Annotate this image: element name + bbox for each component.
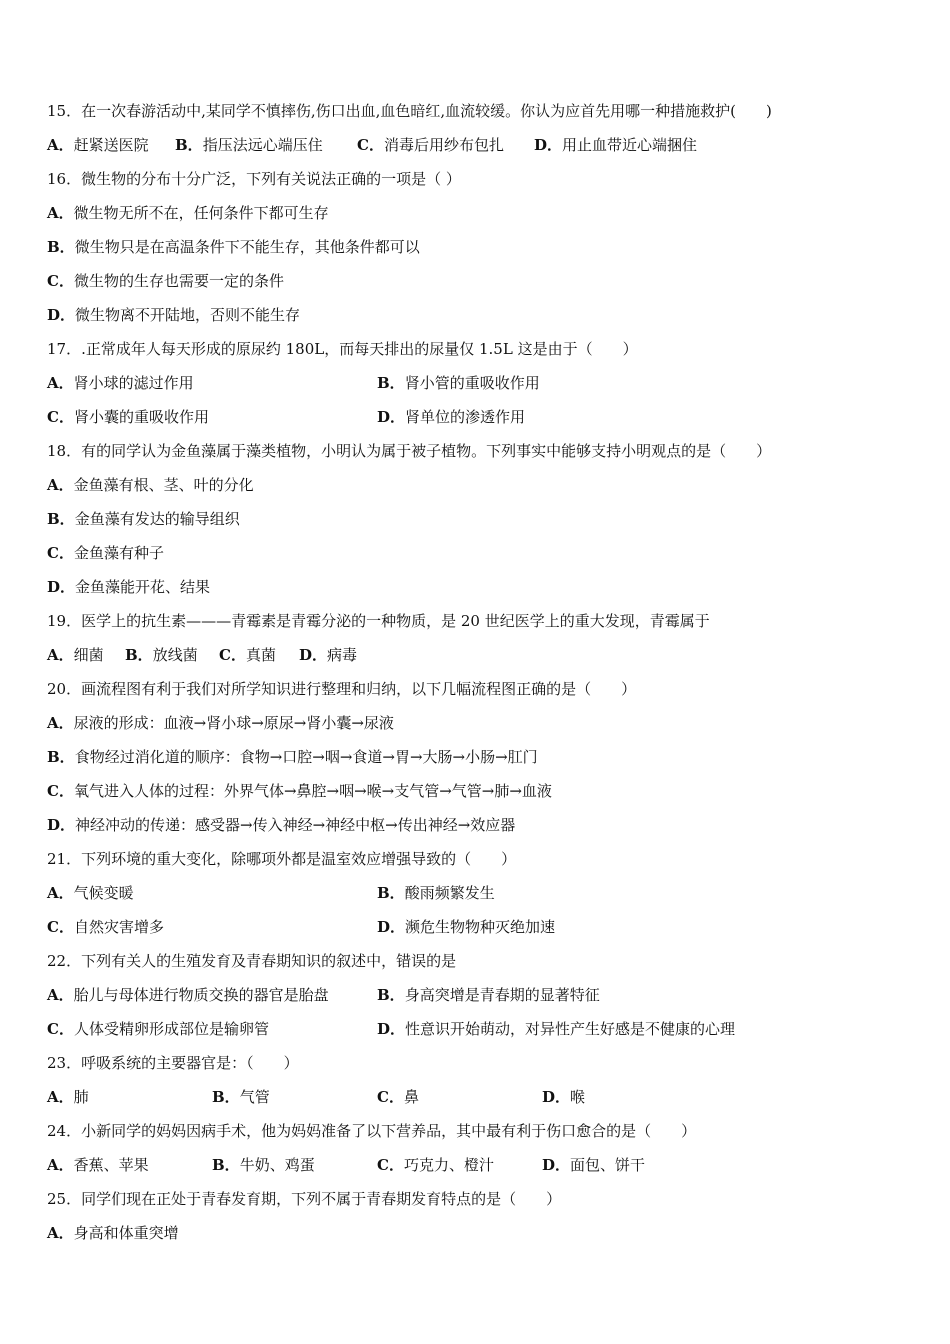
question-20-option-d: D．神经冲动的传递：感受器→传入神经→神经中枢→传出神经→效应器 (47, 816, 516, 834)
question-16-option-b: B．微生物只是在高温条件下不能生存，其他条件都可以 (47, 238, 420, 256)
question-25-option-a: A．身高和体重突增 (47, 1224, 179, 1242)
question-18-option-a: A．金鱼藻有根、茎、叶的分化 (47, 476, 254, 494)
question-16-option-a: A．微生物无所不在，任何条件下都可生存 (47, 204, 329, 222)
option-b: B．放线菌 (125, 646, 198, 664)
option-c: C．自然灾害增多 (47, 918, 164, 936)
question-20-stem: 20．画流程图有利于我们对所学知识进行整理和归纳，以下几幅流程图正确的是（ ） (47, 680, 637, 698)
option-d: D．用止血带近心端捆住 (534, 136, 698, 154)
option-c: C．真菌 (219, 646, 276, 664)
option-c: C．肾小囊的重吸收作用 (47, 408, 209, 426)
question-18-option-b: B．金鱼藻有发达的输导组织 (47, 510, 240, 528)
option-a: A．肾小球的滤过作用 (47, 374, 194, 392)
question-20-option-c: C．氧气进入人体的过程：外界气体→鼻腔→咽→喉→支气管→气管→肺→血液 (47, 782, 552, 800)
option-c: C．人体受精卵形成部位是输卵管 (47, 1020, 269, 1038)
question-19-stem: 19．医学上的抗生素———青霉素是青霉分泌的一种物质，是 20 世纪医学上的重大发现，青霉属于 (47, 612, 710, 630)
question-15-stem: 15．在一次春游活动中,某同学不慎摔伤,伤口出血,血色暗红,血流较缓。你认为应首先用哪一种措施救护( ) (47, 102, 772, 120)
question-21-stem: 21．下列环境的重大变化，除哪项外都是温室效应增强导致的（ ） (47, 850, 517, 868)
option-a: A．胎儿与母体进行物质交换的器官是胎盘 (47, 986, 329, 1004)
option-a: A．香蕉、苹果 (47, 1156, 149, 1174)
question-22-stem: 22．下列有关人的生殖发育及青春期知识的叙述中，错误的是 (47, 952, 457, 970)
option-d: D．喉 (542, 1088, 586, 1106)
question-24-stem: 24．小新同学的妈妈因病手术，他为妈妈准备了以下营养品，其中最有利于伤口愈合的是（ ） (47, 1122, 697, 1140)
option-d: D．肾单位的渗透作用 (377, 408, 526, 426)
option-c: C．消毒后用纱布包扎 (357, 136, 504, 154)
question-20-option-b: B．食物经过消化道的顺序：食物→口腔→咽→食道→胃→大肠→小肠→肛门 (47, 748, 538, 766)
option-a: A．细菌 (47, 646, 104, 664)
option-a: A．肺 (47, 1088, 89, 1106)
question-16-option-d: D．微生物离不开陆地，否则不能生存 (47, 306, 301, 324)
option-a: A．气候变暖 (47, 884, 134, 902)
question-16-option-c: C．微生物的生存也需要一定的条件 (47, 272, 284, 290)
option-b: B．指压法远心端压住 (175, 136, 323, 154)
question-18-option-c: C．金鱼藻有种子 (47, 544, 164, 562)
question-20-option-a: A．尿液的形成：血液→肾小球→原尿→肾小囊→尿液 (47, 714, 394, 732)
option-c: C．巧克力、橙汁 (377, 1156, 494, 1174)
option-c: C．鼻 (377, 1088, 419, 1106)
question-18-stem: 18．有的同学认为金鱼藻属于藻类植物，小明认为属于被子植物。下列事实中能够支持小明观点的是（ ） (47, 442, 772, 460)
question-25-stem: 25．同学们现在正处于青春发育期，下列不属于青春期发育特点的是（ ） (47, 1190, 562, 1208)
question-23-stem: 23．呼吸系统的主要器官是：（ ） (47, 1054, 299, 1072)
option-d: D．性意识开始萌动，对异性产生好感是不健康的心理 (377, 1020, 736, 1038)
option-d: D．病毒 (299, 646, 358, 664)
question-17-stem: 17．.正常成年人每天形成的原尿约 180L，而每天排出的尿量仅 1.5L 这是由于（ ） (47, 340, 638, 358)
option-b: B．酸雨频繁发生 (377, 884, 495, 902)
option-b: B．身高突增是青春期的显著特征 (377, 986, 600, 1004)
option-b: B．气管 (212, 1088, 270, 1106)
question-16-stem: 16．微生物的分布十分广泛，下列有关说法正确的一项是（ ） (47, 170, 461, 188)
option-a: A．赶紧送医院 (47, 136, 149, 154)
option-b: B．牛奶、鸡蛋 (212, 1156, 315, 1174)
option-b: B．肾小管的重吸收作用 (377, 374, 540, 392)
question-18-option-d: D．金鱼藻能开花、结果 (47, 578, 211, 596)
option-d: D．面包、饼干 (542, 1156, 646, 1174)
option-d: D．濒危生物物种灭绝加速 (377, 918, 556, 936)
